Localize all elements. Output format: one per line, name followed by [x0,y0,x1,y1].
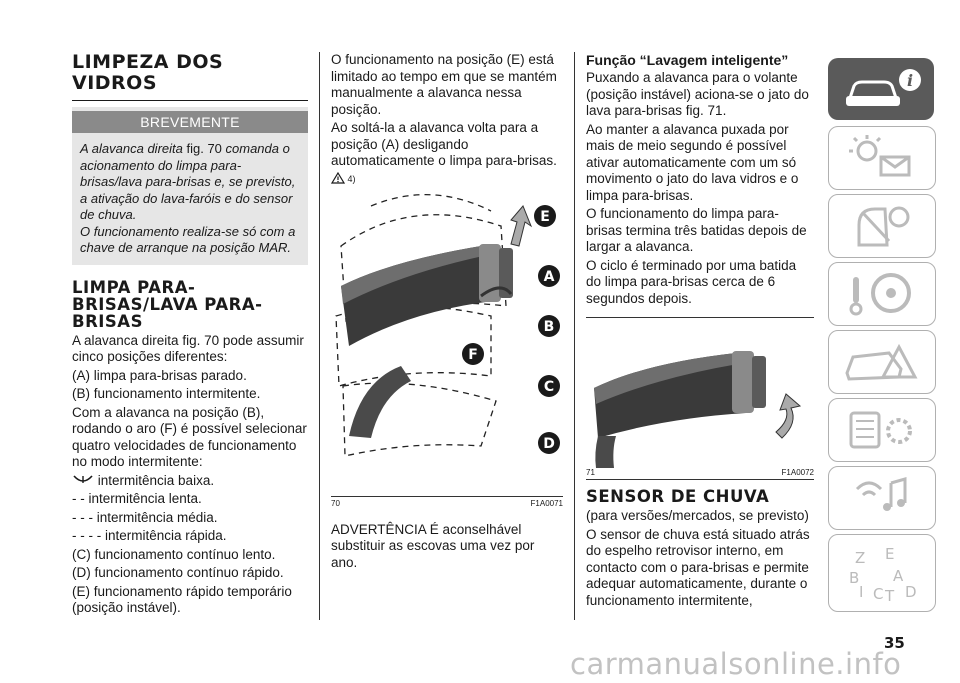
note-ref-label: 4) [347,173,356,184]
svg-text:Z: Z [855,549,866,567]
chapter-tab-warning-lights[interactable] [828,126,936,190]
paragraph: - - - intermitência média. [72,509,218,525]
figure-code: F1A0072 [781,468,814,477]
paragraph: O ciclo é terminado por uma batida do limpa para-brisas cerca de 6 segundos depois. [586,257,797,306]
subsection-title: LIMPA PARA-BRISAS/LAVA PARA-BRISAS [72,277,263,331]
svg-text:T: T [885,587,895,605]
svg-text:B: B [849,569,860,587]
paragraph: - - intermitência lenta. [72,491,202,506]
svg-text:I: I [859,583,864,601]
svg-text:i: i [906,71,914,90]
chapter-tab-emergency[interactable] [828,330,936,394]
brief-box [72,107,308,265]
figure-70-stalk [331,186,563,486]
paragraph: A alavanca direita fig. 70 pode assumir cinco posições diferentes: [72,332,304,364]
paragraph: (C) funcionamento contínuo lento. [72,546,276,562]
warning-lights-icon [829,127,933,187]
chapter-tab-index[interactable] [828,534,936,612]
section-title: LIMPEZA DOS VIDROS [72,51,224,94]
brief-heading: BREVEMENTE [72,111,308,133]
seatbelt-airbag-icon [829,195,933,255]
wiper-icon [72,474,94,486]
title-rule [72,100,308,101]
paragraph: Com a alavanca na posição (B), rodando o aro (F) é possível selecionar quatro velocidades de funcionamento no modo intermitente: [72,404,307,469]
figure-number: 71 [586,468,595,477]
chapter-tab-multimedia[interactable] [828,466,936,530]
watermark: carmanualsonline.info [570,647,902,681]
paragraph: Ao soltá-la a alavanca volta para a posição (A) desligando automaticamente o limpa para-brisas. [331,120,557,168]
emergency-icon [829,331,933,391]
figure-code: F1A0071 [530,498,563,508]
chapter-tab-safety[interactable] [828,194,936,258]
brief-text-b: comanda o acionamento do limpa para-brisas/lava para-brisas e, se previsto, a ativação do lava-faróis e do sensor de chuva. [80,141,296,222]
figure-label-c: C [543,378,555,395]
chapter-tab-car-info[interactable] [828,58,934,120]
figure-label-e: E [540,208,550,225]
column-2 [331,52,563,573]
figure-rule-bottom [586,479,814,480]
paragraph: Puxando a alavanca para o volante (posição instável) aciona-se o jato do lava para-brisas fig. 71. [586,70,809,118]
speed-item-label: intermitência baixa. [97,472,215,488]
svg-text:D: D [905,583,917,601]
car-info-icon [828,58,934,120]
paragraph: (D) funcionamento contínuo rápido. [72,565,284,580]
paragraph: O funcionamento na posição (E) está limitado ao tempo em que se mantém manualmente a alavanca nessa posição. [331,52,557,117]
chapter-tab-maintenance[interactable] [828,398,936,462]
paragraph: O funcionamento do limpa para-brisas termina três batidas depois de largar a alavanca. [586,206,807,254]
figure-number: 70 [331,498,340,508]
figure-label-a: A [543,268,555,285]
multimedia-icon [829,467,933,527]
column-divider [319,52,320,620]
paragraph: (B) funcionamento intermitente. [72,386,261,401]
steering-wheel-icon [829,263,933,323]
paragraph: (A) limpa para-brisas parado. [72,367,247,383]
paragraph: Ao manter a alavanca puxada por mais de meio segundo é possível ativar automaticamente com um só movimento o jato do lava vidros e o limpa para-brisas. [586,121,799,203]
column-3 [586,52,814,611]
chapter-tab-driving[interactable] [828,262,936,326]
service-icon [829,399,933,459]
figure-label-d: D [543,435,555,452]
figure-71-stalk [586,318,814,468]
brief-text-a: A alavanca direita [80,141,187,156]
brief-text [80,141,300,224]
brief-fig-ref[interactable]: fig. 70 [186,141,222,156]
svg-text:E: E [885,545,895,563]
paragraph: (E) funcionamento rápido temporário (posição instável). [72,583,292,615]
figure-caption [586,468,814,477]
paragraph: (para versões/mercados, se previsto) [586,508,809,523]
note-reference [331,172,563,184]
page-number: 35 [884,634,905,652]
paragraph: - - - - intermitência rápida. [72,528,227,543]
warning-triangle-icon [331,172,345,184]
warning-text: ADVERTÊNCIA É aconselhável substituir as escovas uma vez por ano. [331,521,535,570]
speed-item [72,473,308,490]
column-divider [574,52,575,620]
figure-caption [331,496,563,508]
paragraph: O sensor de chuva está situado atrás do espelho retrovisor interno, em contacto com o para-brisas e permite adequar automaticamente, durante o funcionamento intermitente, [586,526,810,608]
subsection-title: Função “Lavagem inteligente” [586,52,789,68]
brief-text-2: O funcionamento realiza-se só com a chave de arranque na posição MAR. [80,223,296,255]
svg-text:C: C [873,585,884,603]
column-1 [72,52,308,619]
figure-label-f: F [468,346,478,363]
section-title-sensor: SENSOR DE CHUVA [586,487,770,506]
figure-label-b: B [543,318,555,335]
svg-text:A: A [893,567,904,585]
index-icon [829,535,933,609]
